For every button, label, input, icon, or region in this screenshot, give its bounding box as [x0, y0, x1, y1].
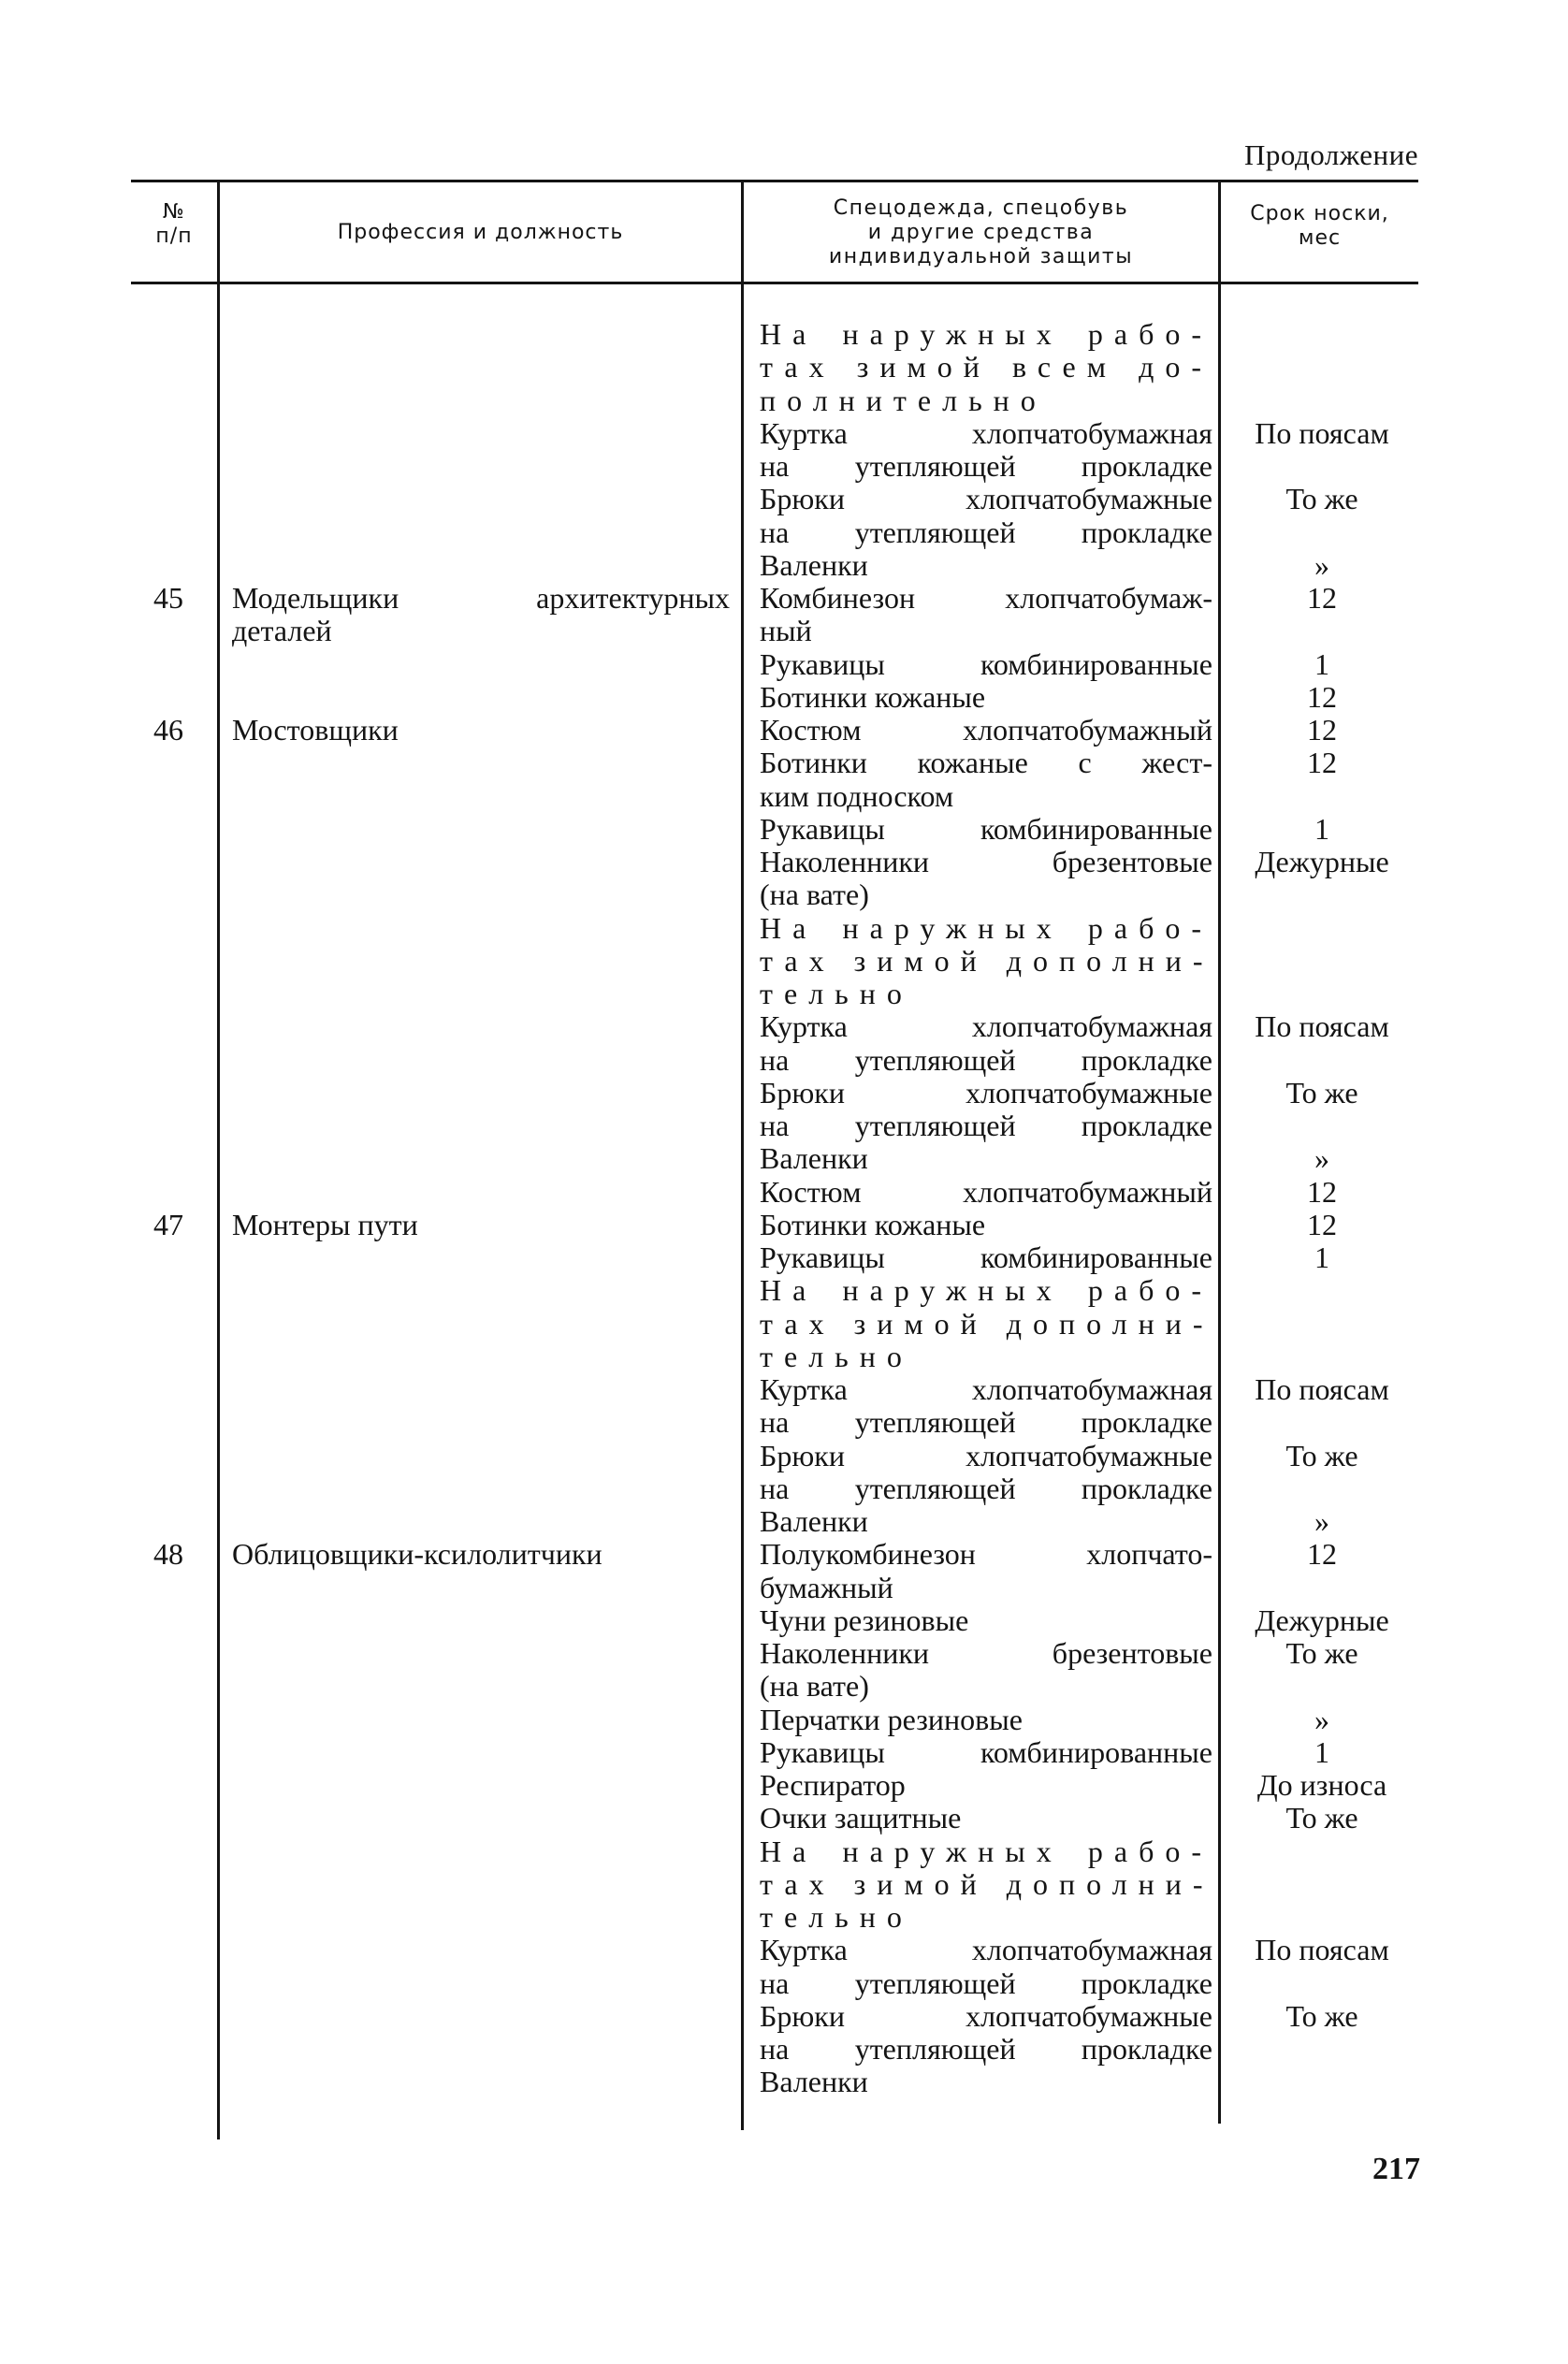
- wear-term: [1222, 318, 1422, 351]
- header-term-line1: Срок носки,: [1250, 202, 1389, 225]
- row-number: [131, 813, 206, 846]
- profession-cell: [232, 813, 730, 846]
- profession-cell: [232, 1044, 730, 1077]
- protective-item: Рукавицы комбинированные: [760, 1735, 1212, 1769]
- wear-term: »: [1314, 1141, 1329, 1175]
- profession-cell: [232, 681, 730, 714]
- protective-item: на утепляющей прокладке: [760, 1043, 1212, 1077]
- profession-cell: [232, 1406, 730, 1439]
- header-items-line2: и другие средства: [867, 221, 1095, 244]
- row-number: [131, 1637, 206, 1670]
- row-number: [131, 351, 206, 384]
- protective-item: на утепляющей прокладке: [760, 1405, 1212, 1439]
- protective-item: На наружных рабо-: [760, 911, 1212, 945]
- column-separator-3: [1218, 182, 1221, 2124]
- protective-item: На наружных рабо-: [760, 1273, 1212, 1307]
- header-bottom-rule: [131, 282, 1418, 284]
- profession-cell: [232, 945, 730, 978]
- wear-term: [1222, 978, 1422, 1010]
- wear-term: [1222, 780, 1422, 813]
- protective-item: Валенки: [760, 548, 868, 582]
- row-number: [131, 1572, 206, 1604]
- wear-term: [1222, 1967, 1422, 2000]
- profession-cell: [232, 912, 730, 945]
- table-top-rule: [131, 180, 1418, 182]
- profession-cell: [232, 384, 730, 417]
- protective-item: тах зимой всем до-: [760, 350, 1212, 384]
- row-number: [131, 1341, 206, 1373]
- protective-item: бумажный: [760, 1571, 893, 1604]
- header-term: [1221, 202, 1418, 251]
- protective-item: Полукомбинезон хлопчато-: [760, 1537, 1212, 1571]
- protective-item: (на вате): [760, 1669, 869, 1703]
- profession-cell: [232, 747, 730, 779]
- wear-term: [1222, 1835, 1422, 1868]
- profession-cell: Модельщики архитектурных: [232, 581, 730, 615]
- protective-item: Костюм хлопчатобумажный: [760, 1175, 1212, 1209]
- wear-term: [1222, 1044, 1422, 1077]
- wear-term: [1222, 351, 1422, 384]
- protective-item: Валенки: [760, 2065, 868, 2098]
- profession-cell: [232, 1868, 730, 1901]
- row-number: [131, 1736, 206, 1769]
- column-separator-2: [741, 182, 744, 2130]
- row-number: [131, 1241, 206, 1274]
- profession-cell: [232, 1604, 730, 1637]
- row-number: [131, 1967, 206, 2000]
- header-number-line2: п/п: [155, 225, 193, 248]
- wear-term: [1222, 1406, 1422, 1439]
- wear-term: До износа: [1256, 1768, 1387, 1802]
- profession-cell: [232, 878, 730, 911]
- wear-term: 1: [1314, 1240, 1329, 1274]
- profession-cell: [232, 1142, 730, 1175]
- protective-item: Чуни резиновые: [760, 1603, 969, 1637]
- profession-cell: [232, 2066, 730, 2098]
- protective-item: Валенки: [760, 1141, 868, 1175]
- row-number: [131, 1670, 206, 1703]
- profession-cell: [232, 1769, 730, 1802]
- header-profession: [220, 221, 741, 245]
- wear-term: »: [1314, 1703, 1329, 1736]
- row-number: [131, 1176, 206, 1209]
- wear-term: [1222, 878, 1422, 911]
- row-number: [131, 1010, 206, 1043]
- profession-cell: [232, 1241, 730, 1274]
- wear-term: 12: [1307, 746, 1337, 779]
- protective-item: Брюки хлопчатобумажные: [760, 1439, 1212, 1472]
- protective-item: Комбинезон хлопчатобумаж-: [760, 581, 1212, 615]
- profession-cell: [232, 2000, 730, 2033]
- protective-item: Брюки хлопчатобумажные: [760, 1076, 1212, 1109]
- profession-cell: [232, 483, 730, 515]
- wear-term: [1222, 1341, 1422, 1373]
- wear-term: То же: [1285, 1439, 1358, 1472]
- protective-item: тельно: [760, 1900, 913, 1934]
- wear-term: 1: [1314, 647, 1329, 681]
- row-number: [131, 945, 206, 978]
- wear-term: [1222, 912, 1422, 945]
- profession-cell: [232, 1077, 730, 1109]
- profession-cell: [232, 1835, 730, 1868]
- profession-cell: Мостовщики: [232, 713, 399, 747]
- protective-item: Рукавицы комбинированные: [760, 812, 1212, 846]
- profession-cell: [232, 1704, 730, 1736]
- wear-term: [1222, 2033, 1422, 2066]
- wear-term: [1222, 1901, 1422, 1934]
- wear-term: [1222, 615, 1422, 647]
- protective-item: тельно: [760, 1340, 913, 1373]
- row-number: [131, 384, 206, 417]
- wear-term: То же: [1285, 482, 1358, 515]
- protective-item: Куртка хлопчатобумажная: [760, 1009, 1212, 1043]
- profession-cell: [232, 2033, 730, 2066]
- profession-cell: [232, 1440, 730, 1472]
- protective-item: Очки защитные: [760, 1801, 962, 1835]
- wear-term: [1222, 1572, 1422, 1604]
- wear-term: То же: [1285, 1636, 1358, 1670]
- header-items-line1: Спецодежда, спецобувь: [833, 196, 1129, 220]
- profession-cell: [232, 780, 730, 813]
- profession-cell: [232, 846, 730, 878]
- profession-cell: Монтеры пути: [232, 1208, 418, 1241]
- row-number: [131, 450, 206, 483]
- protective-item: тах зимой дополни-: [760, 1867, 1214, 1901]
- wear-term: 12: [1307, 680, 1337, 714]
- profession-cell: [232, 1572, 730, 1604]
- protective-item: (на вате): [760, 877, 869, 911]
- wear-term: [1222, 1274, 1422, 1307]
- protective-item: Перчатки резиновые: [760, 1703, 1023, 1736]
- protective-item: Куртка хлопчатобумажная: [760, 1372, 1212, 1406]
- row-number: [131, 1505, 206, 1538]
- protective-item: полнительно: [760, 384, 1047, 417]
- protective-item: Куртка хлопчатобумажная: [760, 1933, 1212, 1966]
- protective-item: Рукавицы комбинированные: [760, 1240, 1212, 1274]
- row-number: 45: [153, 581, 183, 615]
- row-number: [131, 2000, 206, 2033]
- profession-cell: [232, 1670, 730, 1703]
- header-number-line1: №: [163, 200, 185, 224]
- row-number: [131, 417, 206, 450]
- protective-item: Наколенники брезентовые: [760, 845, 1212, 878]
- profession-cell: [232, 516, 730, 549]
- protective-item: Костюм хлопчатобумажный: [760, 713, 1212, 747]
- profession-cell: [232, 318, 730, 351]
- row-number: 46: [153, 713, 183, 747]
- row-number: [131, 1769, 206, 1802]
- profession-cell: [232, 1176, 730, 1209]
- protective-item: на утепляющей прокладке: [760, 449, 1212, 483]
- protective-item: тельно: [760, 977, 913, 1010]
- profession-cell: [232, 1373, 730, 1406]
- profession-cell: [232, 1109, 730, 1142]
- wear-term: 1: [1314, 812, 1329, 846]
- wear-term: [1222, 945, 1422, 978]
- row-number: [131, 846, 206, 878]
- protective-item: Ботинки кожаные с жест-: [760, 746, 1212, 779]
- profession-cell: [232, 1736, 730, 1769]
- row-number: [131, 747, 206, 779]
- wear-term: »: [1314, 1504, 1329, 1538]
- protective-item: ный: [760, 614, 812, 647]
- row-number: [131, 549, 206, 582]
- profession-cell: [232, 351, 730, 384]
- row-number: [131, 2033, 206, 2066]
- row-number: [131, 1077, 206, 1109]
- row-number: [131, 1142, 206, 1175]
- wear-term: »: [1314, 548, 1329, 582]
- row-number: [131, 1704, 206, 1736]
- row-number: [131, 1308, 206, 1341]
- row-number: [131, 615, 206, 647]
- profession-cell: [232, 549, 730, 582]
- row-number: 47: [153, 1208, 183, 1241]
- row-number: [131, 1274, 206, 1307]
- profession-cell: [232, 1274, 730, 1307]
- wear-term: То же: [1285, 1801, 1358, 1835]
- profession-cell: [232, 1505, 730, 1538]
- profession-cell: [232, 1341, 730, 1373]
- wear-term: 12: [1307, 1175, 1337, 1209]
- wear-term: 12: [1307, 713, 1337, 747]
- header-term-line2: мес: [1298, 226, 1342, 250]
- wear-term: По поясам: [1255, 1009, 1389, 1043]
- wear-term: То же: [1285, 1999, 1358, 2033]
- protective-item: Валенки: [760, 1504, 868, 1538]
- profession-cell: [232, 1472, 730, 1505]
- protective-item: Наколенники брезентовые: [760, 1636, 1212, 1670]
- profession-cell: [232, 1802, 730, 1835]
- wear-term: [1222, 1868, 1422, 1901]
- wear-term: То же: [1285, 1076, 1358, 1109]
- protective-item: ким подноском: [760, 779, 954, 813]
- row-number: [131, 648, 206, 681]
- protective-item: на утепляющей прокладке: [760, 2032, 1212, 2066]
- protective-item: на утепляющей прокладке: [760, 515, 1212, 549]
- profession-cell: [232, 1637, 730, 1670]
- wear-term: По поясам: [1255, 1372, 1389, 1406]
- row-number: [131, 1604, 206, 1637]
- wear-term: [1222, 1109, 1422, 1142]
- row-number: [131, 1802, 206, 1835]
- profession-cell: [232, 417, 730, 450]
- row-number: [131, 1472, 206, 1505]
- protective-item: Ботинки кожаные: [760, 680, 986, 714]
- wear-term: [1222, 1308, 1422, 1341]
- profession-cell: [232, 1010, 730, 1043]
- profession-cell: [232, 978, 730, 1010]
- row-number: [131, 978, 206, 1010]
- header-number: [131, 200, 217, 249]
- protective-item: Респиратор: [760, 1768, 906, 1802]
- wear-term: [1222, 450, 1422, 483]
- row-number: [131, 780, 206, 813]
- profession-cell: [232, 1308, 730, 1341]
- wear-term: Дежурные: [1255, 1603, 1389, 1637]
- row-number: [131, 1044, 206, 1077]
- wear-term: [1222, 384, 1422, 417]
- profession-cell: [232, 1901, 730, 1934]
- protective-item: Рукавицы комбинированные: [760, 647, 1212, 681]
- profession-cell: деталей: [232, 614, 332, 647]
- protective-item: На наружных рабо-: [760, 1835, 1212, 1868]
- protective-item: Куртка хлопчатобумажная: [760, 416, 1212, 450]
- header-items-line3: индивидуальной защиты: [828, 245, 1134, 268]
- protective-item: на утепляющей прокладке: [760, 1109, 1212, 1142]
- profession-cell: Облицовщики-ксилолитчики: [232, 1537, 603, 1571]
- row-number: [131, 1406, 206, 1439]
- protective-item: тах зимой дополни-: [760, 944, 1214, 978]
- wear-term: [1222, 1670, 1422, 1703]
- row-number: [131, 1373, 206, 1406]
- row-number: [131, 1109, 206, 1142]
- row-number: [131, 483, 206, 515]
- page-number: 217: [1372, 2152, 1420, 2186]
- protective-item: Брюки хлопчатобумажные: [760, 1999, 1212, 2033]
- row-number: [131, 1901, 206, 1934]
- protective-item: Брюки хлопчатобумажные: [760, 482, 1212, 515]
- row-number: [131, 681, 206, 714]
- continuation-heading: Продолжение: [1243, 138, 1418, 171]
- wear-term: 1: [1314, 1735, 1329, 1769]
- wear-term: 12: [1307, 1208, 1337, 1241]
- protective-item: тах зимой дополни-: [760, 1307, 1214, 1341]
- protective-item: Ботинки кожаные: [760, 1208, 986, 1241]
- profession-cell: [232, 1934, 730, 1966]
- profession-cell: [232, 648, 730, 681]
- row-number: [131, 2066, 206, 2098]
- wear-term: Дежурные: [1255, 845, 1389, 878]
- wear-term: 12: [1307, 1537, 1337, 1571]
- wear-term: По поясам: [1255, 1933, 1389, 1966]
- row-number: [131, 1934, 206, 1966]
- row-number: [131, 516, 206, 549]
- protective-item: на утепляющей прокладке: [760, 1966, 1212, 2000]
- row-number: [131, 318, 206, 351]
- row-number: [131, 912, 206, 945]
- header-profession-label: Профессия и должность: [337, 221, 624, 244]
- protective-item: на утепляющей прокладке: [760, 1472, 1212, 1505]
- wear-term: По поясам: [1255, 416, 1389, 450]
- column-separator-1: [217, 182, 220, 2139]
- row-number: [131, 878, 206, 911]
- wear-term: [1222, 2066, 1422, 2098]
- profession-cell: [232, 1967, 730, 2000]
- wear-term: [1222, 1472, 1422, 1505]
- protective-item: На наружных рабо-: [760, 317, 1212, 351]
- header-items: [744, 196, 1218, 269]
- row-number: [131, 1835, 206, 1868]
- row-number: [131, 1440, 206, 1472]
- wear-term: 12: [1307, 581, 1337, 615]
- row-number: [131, 1868, 206, 1901]
- wear-term: [1222, 516, 1422, 549]
- row-number: 48: [153, 1537, 183, 1571]
- profession-cell: [232, 450, 730, 483]
